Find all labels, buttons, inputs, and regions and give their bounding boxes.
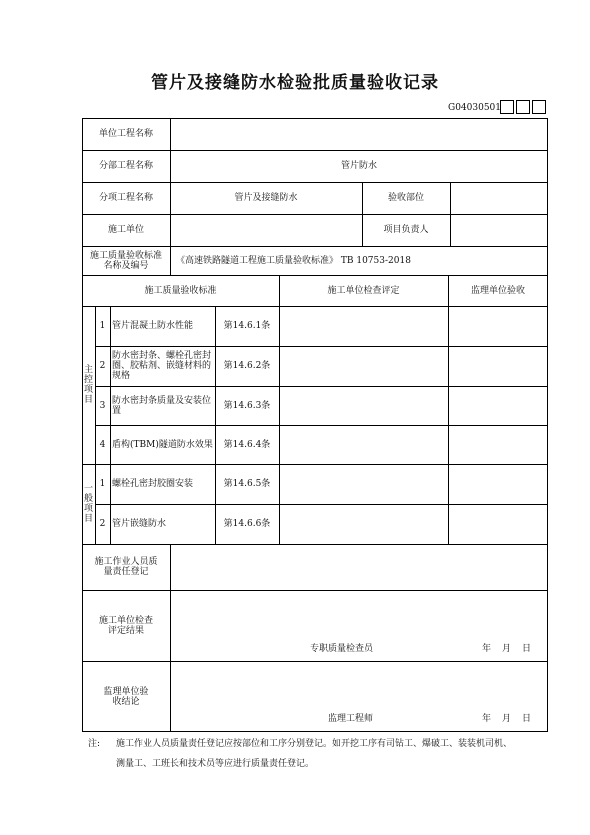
main-item-clause: 第14.6.3条	[223, 400, 271, 411]
general-item-name: 螺栓孔密封胶圈安装	[112, 479, 194, 489]
contractor-check-area[interactable]	[280, 307, 447, 543]
general-item-no: 2	[99, 519, 106, 529]
general-item-clause: 第14.6.6条	[223, 519, 271, 529]
standard-label: 施工质量验收标准名称及编号	[89, 250, 162, 271]
col-supervisor-check: 监理单位验收	[470, 285, 525, 296]
general-item-no: 1	[99, 479, 106, 489]
main-item-name: 防水密封条、螺栓孔密封圈、胶粘剂、嵌缝材料的规格	[112, 351, 212, 381]
sub-project-label: 分部工程名称	[98, 161, 153, 171]
date-year: 年	[482, 644, 492, 654]
contractor-conclusion-label: 施工单位检查评定结果	[98, 615, 153, 636]
acceptance-location-label: 验收部位	[387, 193, 424, 203]
main-group-label: 主控项目	[84, 365, 94, 405]
main-item-no: 4	[99, 439, 106, 450]
main-item-no: 1	[99, 321, 106, 331]
general-item-name: 管片嵌缝防水	[112, 519, 167, 529]
main-item-clause: 第14.6.4条	[223, 439, 271, 450]
col-standard: 施工质量验收标准	[144, 285, 217, 296]
code-box-1[interactable]	[500, 100, 514, 114]
construction-unit-label: 施工单位	[107, 225, 144, 235]
general-item-clause: 第14.6.5条	[223, 479, 271, 489]
worker-label: 施工作业人员质量责任登记	[94, 557, 158, 577]
note-line-2: 测量工、工班长和技术员等应进行质量责任登记。	[116, 759, 315, 769]
sub-project-value[interactable]: 管片防水	[340, 161, 377, 171]
unit-project-label: 单位工程名称	[98, 129, 153, 139]
main-item-no: 3	[99, 400, 106, 411]
main-item-name: 盾构(TBM)隧道防水效果	[112, 439, 213, 450]
construction-unit-value[interactable]	[170, 214, 362, 246]
date-day: 日	[522, 644, 532, 654]
project-manager-value[interactable]	[450, 214, 548, 246]
code-box-2[interactable]	[516, 100, 530, 114]
code-box-3[interactable]	[532, 100, 546, 114]
note-line-1: 施工作业人员质量责任登记应按部位和工序分别登记。如开挖工序有司钻工、爆破工、装装机司机、	[116, 739, 513, 749]
main-item-name: 管片混凝土防水性能	[112, 321, 194, 331]
note-prefix: 注:	[88, 739, 101, 749]
main-item-clause: 第14.6.2条	[223, 361, 271, 371]
main-item-name: 防水密封条质量及安装位置	[112, 395, 212, 416]
quality-inspector-label: 专职质量检查员	[310, 644, 374, 654]
supervisor-engineer-label: 监理工程师	[328, 714, 374, 724]
acceptance-location-value[interactable]	[450, 182, 548, 214]
standard-value: 《高速铁路隧道工程施工质量验收标准》 TB 10753-2018	[176, 255, 411, 266]
supervisor-check-area[interactable]	[449, 307, 547, 543]
project-manager-label: 项目负责人	[383, 225, 429, 235]
date-month: 月	[502, 714, 512, 724]
main-item-no: 2	[99, 361, 106, 371]
form-code: G04030501	[448, 103, 501, 113]
item-project-value[interactable]: 管片及接缝防水	[234, 193, 298, 203]
unit-project-value[interactable]	[170, 118, 548, 150]
item-project-label: 分项工程名称	[98, 193, 153, 203]
worker-area[interactable]	[171, 545, 547, 589]
date-year: 年	[482, 714, 492, 724]
page-title: 管片及接缝防水检验批质量验收记录	[151, 73, 439, 93]
date-day: 日	[522, 714, 532, 724]
general-group-label: 一般项目	[84, 484, 94, 524]
col-contractor-check: 施工单位检查评定	[327, 285, 400, 296]
main-item-clause: 第14.6.1条	[223, 321, 271, 331]
supervisor-conclusion-label: 监理单位验收结论	[103, 686, 149, 707]
date-month: 月	[502, 644, 512, 654]
